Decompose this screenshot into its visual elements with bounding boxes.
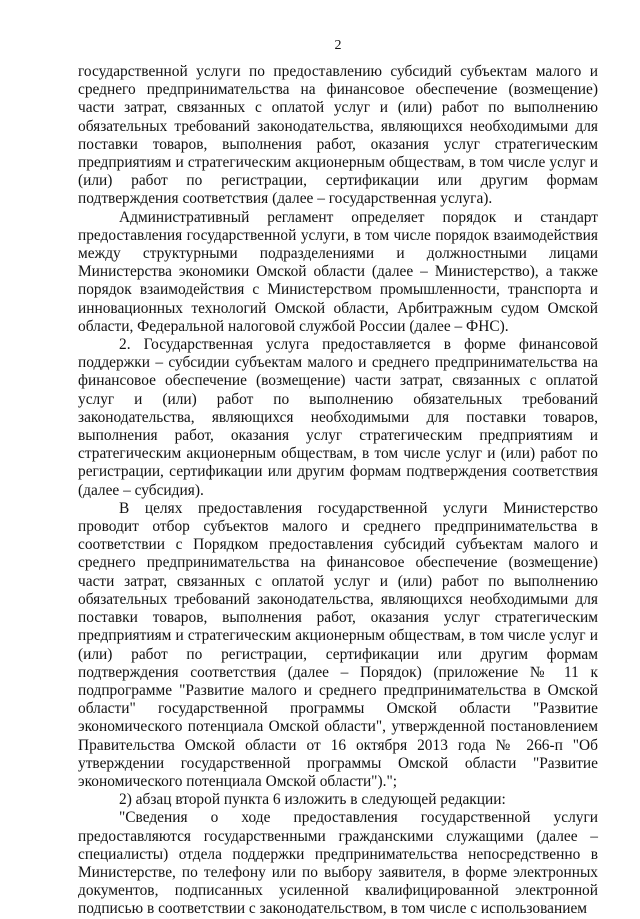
paragraph-information-provision: "Сведения о ходе предоставления государственной услуги предоставляются государственными гражданскими служащими (далее – специалисты) отдела поддержки предпринимательства непосредственно в Министерстве, по телефону или по выбору заявителя, в форме электронных документов, подписанных усиленной квалифицированной электронной подписью в соответствии с законодательством, в том числе с использованием [78, 809, 598, 918]
page-number: 2 [334, 38, 342, 53]
paragraph-regulation-scope: Административный регламент определяет порядок и стандарт предоставления государственной услуги, в том числе порядок взаимодействия между структурными подразделениями и должностными лицами Министерства экономики Омской области (далее – Министерство), а также порядок взаимодействия с Министерством промышленности, транспорта и инновационных технологий Омской области, Арбитражным судом Омской области, Федеральной налоговой службой России (далее – ФНС). [78, 208, 598, 335]
paragraph-item-2: 2. Государственная услуга предоставляется в форме финансовой поддержки – субсидии субъектам малого и среднего предпринимательства на финансовое обеспечение (возмещение) части затрат, связанных с оплатой услуг и (или) работ по выполнению обязательных требований законодательства, являющихся необходимыми для поставки товаров, выполнения работ, оказания услуг стратегическим предприятиям и стратегическим акционерным обществам, в том числе услуг и (или) работ по регистрации, сертификации или другим формам подтверждения соответствия (далее – субсидия). [78, 336, 598, 499]
paragraph-amendment-2: 2) абзац второй пункта 6 изложить в следующей редакции: [119, 791, 506, 809]
paragraph-selection-procedure: В целях предоставления государственной услуги Министерство проводит отбор субъектов малого и среднего предпринимательства в соответствии с Порядком предоставления субсидий субъектам малого и среднего предпринимательства на финансовое обеспечение (возмещение) части затрат, связанных с оплатой услуг и (или) работ по выполнению обязательных требований законодательства, являющихся необходимыми для поставки товаров, выполнения работ, оказания услуг стратегическим предприятиям и стратегическим акционерным обществам, в том числе услуг и (или) работ по регистрации, сертификации или другим формам подтверждения соответствия (далее – Порядок) (приложение № 11 к подпрограмме "Развитие малого и среднего предпринимательства в Омской области" государственной программы Омской области "Развитие экономического потенциала Омской области", утвержденной постановлением Правительства Омской области от 16 октября 2013 года № 266-п "Об утверждении государственной программы Омской области "Развитие экономического потенциала Омской области")."; [78, 499, 598, 790]
paragraph-continuation: государственной услуги по предоставлению субсидий субъектам малого и среднего предпринимательства на финансовое обеспечение (возмещение) части затрат, связанных с оплатой услуг и (или) работ по выполнению обязательных требований законодательства, являющихся необходимыми для поставки товаров, выполнения работ, оказания услуг стратегическим предприятиям и стратегическим акционерным обществам, в том числе услуг и (или) работ по регистрации, сертификации или другим формам подтверждения соответствия (далее – государственная услуга). [78, 63, 598, 208]
document-body [78, 63, 598, 919]
